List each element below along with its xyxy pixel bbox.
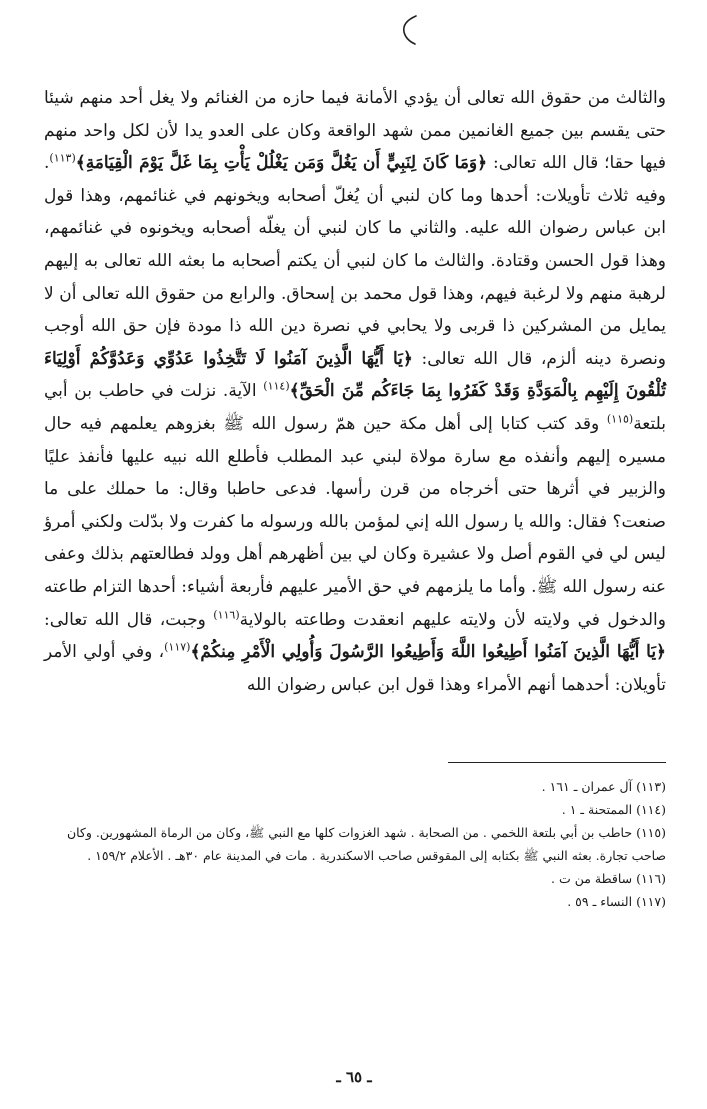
- page-number: ـ ٦٥ ـ: [336, 1068, 372, 1086]
- quran-verse: ﴿يَا أَيُّهَا الَّذِينَ آمَنُوا لَا تَتَّخِذُوا عَدُوِّي وَعَدُوَّكُمْ أَوْلِيَاءَ تُلْقُونَ إِلَيْهِم بِالْمَوَدَّةِ وَقَدْ كَفَرُوا بِمَا جَاءَكُم مِّنَ الْحَقِّ﴾: [44, 348, 666, 402]
- footnote-item: (١١٧) النساء ـ ٥٩ .: [567, 894, 666, 909]
- text-segment: الآية. نزلت في حاطب بن أبي بلتعة: [44, 381, 666, 434]
- main-text-block: [44, 82, 666, 701]
- main-paragraph: [44, 82, 666, 701]
- text-segment: وجبت، قال الله تعالى:: [44, 609, 214, 630]
- text-segment: وقد كتب كتابا إلى أهل مكة حين همّ رسول الله ﷺ بغزوهم يعلمهم فيه حال مسيره إليهم وأنفذه مع سارة مولاة لبني عبد المطلب فأطلع الله نبيه عليها فأنفذ عليًا والزبير في أثرها حتى أخرجاه من قرن رأسها. فدعى حاطبا وقال: ما حملك على ما صنعت؟ فقال: والله يا رسول الله إني لمؤمن بالله ورسوله ما كفرت ولا بدّلت ولكني أمرؤ ليس لي في القوم أصل ولا عشيرة وكان لي بين أظهرهم أهل وولد فطالعتهم بذلك وعفى عنه رسول الله ﷺ. وأما ما يلزمهم في حق الأمير عليهم فأربعة أشياء: أحدها التزام طاعته والدخول في ولايته لأن ولايته عليهم انعقدت وطاعته بالولاية: [44, 413, 666, 630]
- footnote-item: (١١٣) آل عمران ـ ١٦١ .: [541, 779, 666, 794]
- crescent-mark-icon: [398, 14, 420, 46]
- text-segment: ، وفي أولي الأمر تأويلان: أحدهما أنهم الأمراء وهذا قول ابن عباس رضوان الله: [44, 642, 666, 695]
- footnote-ref: (١١٤): [263, 379, 290, 393]
- footnote-ref: (١١٣): [49, 151, 76, 165]
- quran-verse: ﴿يَا أَيُّهَا الَّذِينَ آمَنُوا أَطِيعُوا اللَّهَ وَأَطِيعُوا الرَّسُولَ وَأُولِي الْأَمْرِ مِنكُمْ﴾: [190, 642, 667, 663]
- footnote-item: (١١٦) ساقطة من ت .: [551, 871, 666, 886]
- footnote-divider: [448, 762, 666, 763]
- footnote-ref: (١١٧): [164, 640, 191, 654]
- footnote-item: (١١٤) الممتحنة ـ ١ .: [561, 802, 666, 817]
- text-segment: . وفيه ثلاث تأويلات: أحدها وما كان لنبي أن يُغلّ أصحابه ويخونهم في غنائمهم، وهذا قول ابن عباس رضوان الله عليه. والثاني ما كان لنبي أن يغلّه أصحابه ويخونوه في غنائمهم، وهذا قول الحسن وقتادة. والثالث ما كان لنبي أن يكتم أصحابه ما بعثه الله تعالى به إليهم لرهبة منهم ولا لرغبة فيهم، وهذا قول محمد بن إسحاق. والرابع من حقوق الله تعالى أن لا يمايل من المشركين ذا قربى ولا يحابي في نصرة دين الله ذا مودة فإن حق الله أوجب ونصرة دينه ألزم، قال الله تعالى:: [44, 153, 667, 369]
- text-segment: والثالث من حقوق الله تعالى أن يؤدي الأمانة فيما حازه من الغنائم ولا يغل أحد منهم شيئا حتى يقسم بين جميع الغانمين ممن شهد الواقعة وكان على العدو يدا لأن لكل واحد منهم فيها حقا؛ قال الله تعالى:: [44, 88, 666, 174]
- footnote-ref: (١١٥): [606, 412, 634, 426]
- footnote-item: (١١٥) حاطب بن أبي بلتعة اللخمي . من الصحابة . شهد الغزوات كلها مع النبي ﷺ، وكان من الرماة المشهورين. وكان صاحب تجارة. بعثه النبي ﷺ بكتابه إلى المقوقس صاحب الاسكندرية . مات في المدينة عام ٣٠هـ . الأعلام ١٥٩/٢ .: [66, 825, 666, 863]
- footnote-ref: (١١٦): [213, 607, 240, 621]
- quran-verse: ﴿وَمَا كَانَ لِنَبِيٍّ أَن يَغُلَّ وَمَن يَغْلُلْ يَأْتِ بِمَا غَلَّ يَوْمَ الْقِيَامَةِ﴾: [75, 153, 488, 174]
- footnotes-list: [44, 775, 666, 913]
